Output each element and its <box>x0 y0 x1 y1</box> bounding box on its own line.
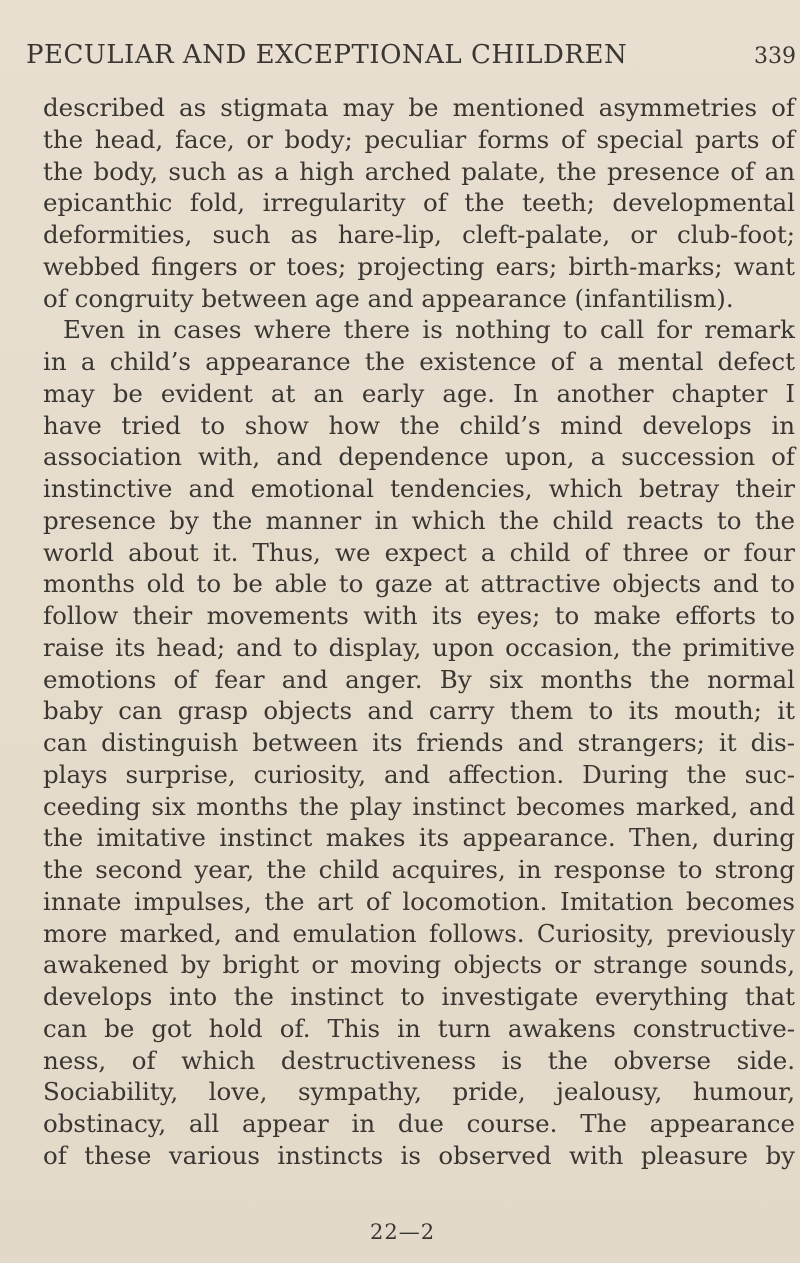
text-line: innate impulses, the art of locomotion. Imitation becomes <box>43 886 795 916</box>
text-line: have tried to show how the child’s mind develops in <box>43 410 795 440</box>
text-line: emotions of fear and anger. By six months the normal <box>43 664 795 694</box>
body-text <box>43 92 795 1172</box>
text-line: ceeding six months the play instinct becomes marked, and <box>43 791 795 821</box>
text-line: webbed fingers or toes; projecting ears; birth-marks; want <box>43 251 795 281</box>
text-line: the imitative instinct makes its appearance. Then, during <box>43 823 795 853</box>
text-line: presence by the manner in which the child reacts to the <box>43 505 795 535</box>
text-line: develops into the instinct to investigate everything that <box>43 982 795 1011</box>
text-line: association with, and dependence upon, a succession of <box>43 442 795 472</box>
text-line: ness, of which destructiveness is the obverse side. <box>43 1045 795 1075</box>
text-line: baby can grasp objects and carry them to its mouth; it <box>43 696 795 726</box>
header-title: PECULIAR AND EXCEPTIONAL CHILDREN <box>26 40 628 70</box>
text-line: the body, such as a high arched palate, the presence of an <box>43 156 795 186</box>
text-line: follow their movements with its eyes; to make efforts to <box>43 601 795 630</box>
text-line: Even in cases where there is nothing to call for remark <box>63 315 795 345</box>
text-line: world about it. Thus, we expect a child of three or four <box>43 537 795 567</box>
text-line: of these various instincts is observed with pleasure by <box>43 1140 795 1170</box>
text-line: in a child’s appearance the existence of a mental defect <box>43 347 795 376</box>
text-line: epicanthic fold, irregularity of the teeth; developmental <box>43 188 795 218</box>
text-line: can distinguish between its friends and strangers; it dis- <box>43 728 795 757</box>
text-line: months old to be able to gaze at attractive objects and to <box>43 569 795 599</box>
text-line: instinctive and emotional tendencies, which betray their <box>43 474 795 503</box>
text-line: awakened by bright or moving objects or strange sounds, <box>43 950 795 980</box>
text-line: described as stigmata may be mentioned asymmetries of <box>43 93 795 122</box>
text-line: more marked, and emulation follows. Curiosity, previously <box>43 918 795 948</box>
text-line: obstinacy, all appear in due course. The appearance <box>43 1109 795 1138</box>
text-line: the second year, the child acquires, in response to strong <box>43 855 795 884</box>
running-header <box>26 40 796 70</box>
text-line: deformities, such as hare-lip, cleft-palate, or club-foot; <box>43 220 795 249</box>
text-line: raise its head; and to display, upon occasion, the primitive <box>43 632 795 662</box>
text-line: can be got hold of. This in turn awakens constructive- <box>43 1013 795 1043</box>
text-line: Sociability, love, sympathy, pride, jealousy, humour, <box>43 1077 795 1107</box>
text-line: the head, face, or body; peculiar forms of special parts of <box>43 124 795 154</box>
text-line: plays surprise, curiosity, and affection. During the suc- <box>43 759 795 789</box>
text-line: of congruity between age and appearance (infantilism). <box>43 283 734 313</box>
page-number: 339 <box>754 44 796 69</box>
text-line: may be evident at an early age. In another chapter I <box>43 378 795 408</box>
signature-mark: 22—2 <box>370 1220 436 1244</box>
